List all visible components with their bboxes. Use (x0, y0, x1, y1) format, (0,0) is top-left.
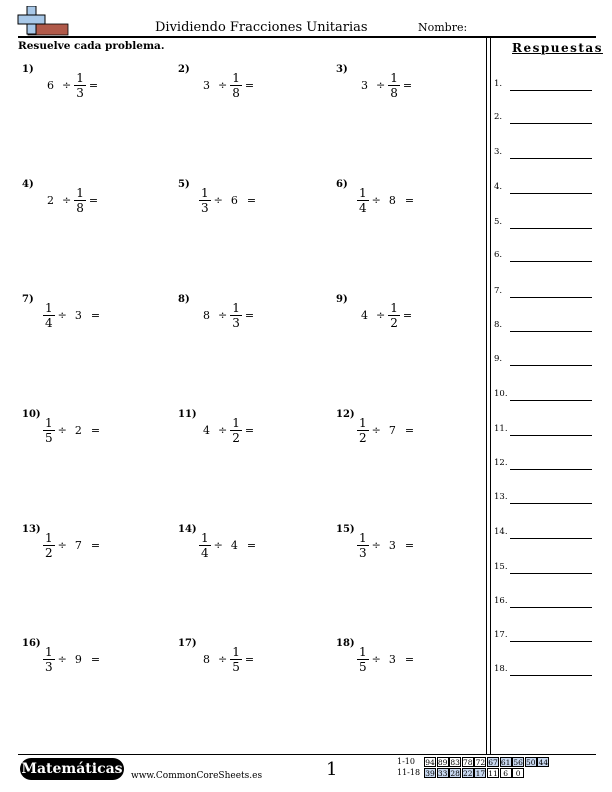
problem-item (178, 638, 328, 688)
fraction-denominator: 3 (76, 85, 84, 100)
problem-expression (198, 294, 256, 336)
answer-line[interactable] (510, 641, 592, 642)
problem-expression (198, 638, 256, 680)
fraction-numerator: 1 (232, 415, 240, 430)
answer-row (494, 562, 594, 576)
page-number: 1 (326, 759, 338, 780)
equals-sign: = (244, 78, 255, 92)
unit-fraction (230, 301, 242, 330)
problem-number: 3) (336, 64, 348, 75)
problem-number: 15) (336, 524, 355, 535)
divide-sign: ÷ (57, 308, 67, 322)
divide-sign: ÷ (371, 652, 381, 666)
answer-line[interactable] (510, 400, 592, 401)
unit-fraction (388, 71, 400, 100)
problem-number: 10) (22, 409, 41, 420)
answer-number: 10. (494, 389, 508, 399)
fraction-denominator: 4 (201, 545, 209, 560)
score-cell: 28 (450, 769, 460, 778)
equals-sign: = (90, 308, 101, 322)
unit-fraction (199, 531, 211, 560)
whole-number: 2 (74, 423, 82, 437)
footer-rule (18, 754, 596, 755)
score-cell: 0 (512, 768, 524, 778)
problem-expression (356, 294, 414, 336)
instructions: Resuelve cada problema. (18, 40, 165, 52)
equals-sign: = (246, 193, 257, 207)
whole-number: 7 (388, 423, 396, 437)
whole-number: 4 (361, 308, 368, 322)
unit-fraction (43, 301, 55, 330)
divide-sign: ÷ (218, 652, 228, 666)
problem-expression (356, 64, 414, 106)
answer-row (494, 286, 594, 300)
whole-number: 8 (203, 308, 210, 322)
whole-number: 2 (47, 193, 54, 207)
problem-expression (42, 638, 102, 680)
answer-row (494, 79, 594, 93)
answer-line[interactable] (510, 469, 592, 470)
unit-fraction (357, 186, 369, 215)
answer-line[interactable] (510, 193, 592, 194)
answer-line[interactable] (510, 435, 592, 436)
answer-number: 17. (494, 630, 508, 640)
problem-expression (198, 179, 258, 221)
score-cell: 39 (425, 769, 435, 778)
divide-sign: ÷ (218, 423, 228, 437)
problem-item (178, 409, 328, 459)
brand-badge: Matemáticas (20, 758, 124, 780)
answer-row (494, 147, 594, 161)
fraction-denominator: 3 (232, 315, 240, 330)
fraction-denominator: 3 (201, 200, 209, 215)
plus-logo-icon (16, 6, 70, 36)
answer-row (494, 424, 594, 438)
whole-number: 3 (388, 652, 396, 666)
score-cell: 17 (475, 769, 486, 778)
fraction-numerator: 1 (201, 185, 209, 200)
fraction-numerator: 1 (45, 300, 53, 315)
problem-number: 2) (178, 64, 190, 75)
whole-number: 6 (47, 78, 54, 92)
whole-number: 3 (203, 78, 210, 92)
unit-fraction (230, 645, 242, 674)
answer-row (494, 320, 594, 334)
score-cell: 67 (488, 758, 498, 767)
fraction-denominator: 3 (45, 659, 53, 674)
problem-item (336, 409, 486, 459)
answer-row (494, 492, 594, 506)
divide-sign: ÷ (57, 652, 67, 666)
fraction-denominator: 5 (45, 430, 53, 445)
fraction-numerator: 1 (359, 185, 367, 200)
answer-line[interactable] (510, 675, 592, 676)
fraction-denominator: 5 (232, 659, 240, 674)
fraction-denominator: 2 (359, 430, 367, 445)
answer-row (494, 354, 594, 368)
problem-item (336, 294, 486, 344)
header-rule (18, 36, 596, 38)
problem-number: 12) (336, 409, 355, 420)
equals-sign: = (244, 423, 255, 437)
answer-line[interactable] (510, 573, 592, 574)
divide-sign: ÷ (218, 308, 228, 322)
problem-number: 18) (336, 638, 355, 649)
site-url: www.CommonCoreSheets.es (131, 771, 263, 781)
unit-fraction (357, 416, 369, 445)
divide-sign: ÷ (371, 538, 381, 552)
problem-expression (356, 409, 416, 451)
answer-line[interactable] (510, 90, 592, 91)
answer-row (494, 112, 594, 126)
equals-sign: = (404, 652, 415, 666)
answer-line[interactable] (510, 607, 592, 608)
divide-sign: ÷ (62, 193, 72, 207)
worksheet-title: Dividiendo Fracciones Unitarias (155, 20, 368, 35)
whole-number: 3 (74, 308, 82, 322)
whole-number: 4 (230, 538, 238, 552)
answer-number: 3. (494, 147, 503, 157)
problem-item (178, 64, 328, 114)
score-row-label: 1-10 (397, 757, 415, 766)
problem-number: 4) (22, 179, 34, 190)
problem-number: 8) (178, 294, 190, 305)
divide-sign: ÷ (371, 423, 381, 437)
answer-number: 7. (494, 286, 503, 296)
problem-expression (356, 638, 416, 680)
problem-number: 1) (22, 64, 34, 75)
answer-number: 12. (494, 458, 508, 468)
answer-number: 2. (494, 112, 503, 122)
problem-item (22, 294, 172, 344)
fraction-numerator: 1 (359, 415, 367, 430)
score-cell: 61 (500, 758, 511, 767)
answer-number: 5. (494, 217, 503, 227)
unit-fraction (388, 301, 400, 330)
answer-line[interactable] (510, 228, 592, 229)
unit-fraction (230, 416, 242, 445)
whole-number: 9 (74, 652, 82, 666)
fraction-numerator: 1 (45, 644, 53, 659)
problem-item (22, 524, 172, 574)
unit-fraction (199, 186, 211, 215)
answer-row (494, 664, 594, 678)
score-cell: 83 (450, 758, 460, 767)
score-cell: 11 (488, 769, 498, 778)
problem-expression (198, 64, 256, 106)
answer-row (494, 250, 594, 264)
fraction-numerator: 1 (390, 70, 398, 85)
unit-fraction (74, 186, 86, 215)
divide-sign: ÷ (213, 538, 223, 552)
fraction-denominator: 8 (76, 200, 84, 215)
equals-sign: = (90, 652, 101, 666)
problem-item (336, 638, 486, 688)
problem-number: 17) (178, 638, 197, 649)
problem-number: 7) (22, 294, 34, 305)
whole-number: 3 (388, 538, 396, 552)
problem-expression (42, 294, 102, 336)
problem-number: 14) (178, 524, 197, 535)
score-cell: 6 (500, 768, 512, 778)
equals-sign: = (402, 308, 413, 322)
divide-sign: ÷ (62, 78, 72, 92)
fraction-denominator: 3 (359, 545, 367, 560)
problem-expression (42, 409, 102, 451)
problem-item (178, 524, 328, 574)
score-cell: 78 (463, 758, 473, 767)
problem-number: 11) (178, 409, 197, 420)
unit-fraction (357, 531, 369, 560)
problem-expression (356, 524, 416, 566)
answer-number: 14. (494, 527, 508, 537)
divide-sign: ÷ (371, 193, 381, 207)
answer-line[interactable] (510, 261, 592, 262)
unit-fraction (43, 531, 55, 560)
problem-expression (42, 524, 102, 566)
problem-expression (42, 179, 100, 221)
whole-number: 6 (230, 193, 238, 207)
answer-number: 6. (494, 250, 503, 260)
whole-number: 7 (74, 538, 82, 552)
score-cell: 89 (437, 758, 448, 767)
answer-line[interactable] (510, 158, 592, 159)
fraction-denominator: 2 (390, 315, 398, 330)
answer-row (494, 527, 594, 541)
problem-number: 6) (336, 179, 348, 190)
answer-number: 4. (494, 182, 503, 192)
answer-row (494, 182, 594, 196)
answer-row (494, 630, 594, 644)
answer-row (494, 596, 594, 610)
fraction-numerator: 1 (232, 70, 240, 85)
fraction-numerator: 1 (76, 185, 84, 200)
equals-sign: = (244, 652, 255, 666)
unit-fraction (357, 645, 369, 674)
equals-sign: = (246, 538, 257, 552)
fraction-denominator: 5 (359, 659, 367, 674)
fraction-numerator: 1 (76, 70, 84, 85)
answer-line[interactable] (510, 123, 592, 124)
answer-number: 9. (494, 354, 503, 364)
divide-sign: ÷ (213, 193, 223, 207)
fraction-denominator: 2 (232, 430, 240, 445)
fraction-denominator: 4 (45, 315, 53, 330)
fraction-denominator: 4 (359, 200, 367, 215)
answer-divider (486, 37, 487, 754)
fraction-numerator: 1 (201, 530, 209, 545)
divide-sign: ÷ (57, 538, 67, 552)
equals-sign: = (244, 308, 255, 322)
problem-expression (42, 64, 100, 106)
score-row-label: 11-18 (397, 768, 421, 777)
score-cell: 50 (526, 758, 536, 767)
problem-item (22, 638, 172, 688)
answer-number: 15. (494, 562, 508, 572)
fraction-numerator: 1 (359, 644, 367, 659)
answer-row (494, 217, 594, 231)
answers-title: Respuestas (512, 41, 603, 55)
whole-number: 3 (361, 78, 368, 92)
problem-number: 16) (22, 638, 41, 649)
whole-number: 8 (388, 193, 396, 207)
unit-fraction (74, 71, 86, 100)
problem-item (336, 524, 486, 574)
score-cell: 72 (475, 758, 486, 767)
problem-item (178, 294, 328, 344)
equals-sign: = (88, 78, 99, 92)
answer-number: 18. (494, 664, 508, 674)
divide-sign: ÷ (376, 308, 386, 322)
problem-item (336, 179, 486, 229)
fraction-numerator: 1 (390, 300, 398, 315)
fraction-numerator: 1 (232, 300, 240, 315)
problem-expression (198, 409, 256, 451)
divide-sign: ÷ (376, 78, 386, 92)
score-cell: 33 (437, 769, 448, 778)
answer-number: 8. (494, 320, 503, 330)
score-cell: 22 (463, 769, 473, 778)
score-cell: 44 (538, 758, 549, 767)
equals-sign: = (404, 423, 415, 437)
score-cell: 94 (425, 758, 435, 767)
equals-sign: = (90, 423, 101, 437)
answer-divider-inner (490, 37, 491, 754)
problem-item (22, 179, 172, 229)
divide-sign: ÷ (218, 78, 228, 92)
answer-line[interactable] (510, 365, 592, 366)
problem-number: 13) (22, 524, 41, 535)
fraction-numerator: 1 (232, 644, 240, 659)
fraction-denominator: 8 (390, 85, 398, 100)
answer-number: 16. (494, 596, 508, 606)
answer-line[interactable] (510, 503, 592, 504)
answer-number: 1. (494, 79, 503, 89)
name-label: Nombre: (418, 21, 468, 34)
fraction-numerator: 1 (359, 530, 367, 545)
fraction-denominator: 8 (232, 85, 240, 100)
problem-expression (198, 524, 258, 566)
fraction-denominator: 2 (45, 545, 53, 560)
fraction-numerator: 1 (45, 530, 53, 545)
answer-line[interactable] (510, 538, 592, 539)
score-cell: 56 (513, 758, 523, 767)
equals-sign: = (88, 193, 99, 207)
unit-fraction (43, 416, 55, 445)
problem-item (22, 64, 172, 114)
unit-fraction (43, 645, 55, 674)
fraction-numerator: 1 (45, 415, 53, 430)
answer-line[interactable] (510, 297, 592, 298)
answer-line[interactable] (510, 331, 592, 332)
whole-number: 4 (203, 423, 210, 437)
equals-sign: = (402, 78, 413, 92)
problem-item (336, 64, 486, 114)
equals-sign: = (90, 538, 101, 552)
equals-sign: = (404, 538, 415, 552)
problem-item (178, 179, 328, 229)
answer-row (494, 458, 594, 472)
answer-number: 11. (494, 424, 508, 434)
equals-sign: = (404, 193, 415, 207)
answer-number: 13. (494, 492, 508, 502)
answer-row (494, 389, 594, 403)
problem-item (22, 409, 172, 459)
whole-number: 8 (203, 652, 210, 666)
divide-sign: ÷ (57, 423, 67, 437)
unit-fraction (230, 71, 242, 100)
problem-number: 9) (336, 294, 348, 305)
problem-number: 5) (178, 179, 190, 190)
problem-expression (356, 179, 416, 221)
